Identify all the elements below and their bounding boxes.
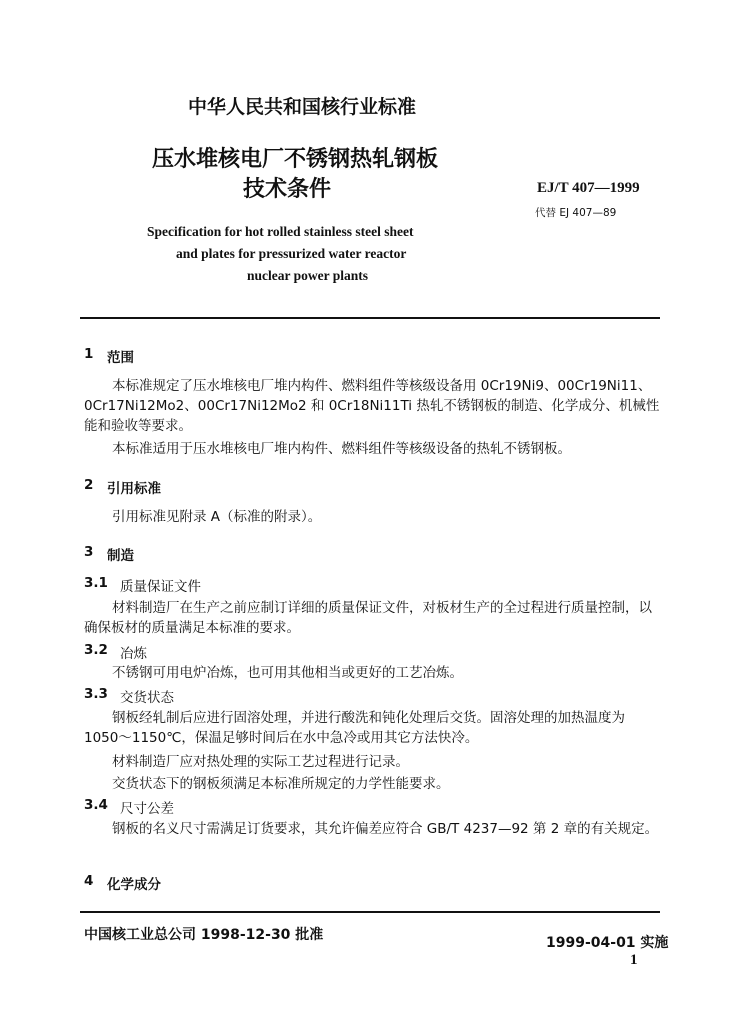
subsection-3-4-number: 3.4 <box>84 797 108 813</box>
subsection-3-4-title: 尺寸公差 <box>120 801 174 817</box>
section-1-number: 1 <box>84 346 94 362</box>
section-1-title: 范围 <box>107 350 134 366</box>
page-number: 1 <box>630 952 638 968</box>
section-2-number: 2 <box>84 477 94 493</box>
subsection-3-1-number: 3.1 <box>84 575 108 591</box>
standard-code: EJ/T 407—1999 <box>537 180 640 196</box>
english-title-line1: Specification for hot rolled stainless steel sheet <box>147 224 414 239</box>
section-1-paragraph-1: 本标准规定了压水堆核电厂堆内构件、燃料组件等核级设备用 0Cr19Ni9、00Cr19Ni11、0Cr17Ni12Mo2、00Cr17Ni12Mo2 和 0Cr18Ni11Ti 热轧不锈钢板的制造、化学成分、机械性能和验收等要求。 <box>84 378 660 434</box>
issuing-standard-heading: 中华人民共和国核行业标准 <box>188 96 417 118</box>
subsection-3-2-title: 冶炼 <box>120 646 147 662</box>
subsection-3-2-paragraph: 不锈钢可用电炉冶炼，也可用其他相当或更好的工艺冶炼。 <box>112 665 463 681</box>
section-3-title: 制造 <box>107 548 134 564</box>
header-divider <box>80 317 660 319</box>
section-4-title: 化学成分 <box>107 877 161 893</box>
implementation-date: 1999-04-01 实施 <box>546 935 669 951</box>
subsection-3-1-paragraph: 材料制造厂在生产之前应制订详细的质量保证文件，对板材生产的全过程进行质量控制，以确保板材的质量满足本标准的要求。 <box>84 600 652 636</box>
section-3-number: 3 <box>84 544 94 560</box>
subsection-3-2-number: 3.2 <box>84 642 108 658</box>
subsection-3-4-paragraph: 钢板的名义尺寸需满足订货要求，其允许偏差应符合 GB/T 4237—92 第 2 章的有关规定。 <box>112 821 659 837</box>
subsection-3-3-paragraph-3: 交货状态下的钢板须满足本标准所规定的力学性能要求。 <box>112 776 450 792</box>
subsection-3-3-paragraph-2: 材料制造厂应对热处理的实际工艺过程进行记录。 <box>112 754 409 770</box>
subsection-3-3-paragraph-1: 钢板经轧制后应进行固溶处理，并进行酸洗和钝化处理后交货。固溶处理的加热温度为 1050～1150℃，保温足够时间后在水中急冷或用其它方法快冷。 <box>84 710 625 746</box>
subsection-3-3-number: 3.3 <box>84 686 108 702</box>
english-title-line3: nuclear power plants <box>247 268 369 283</box>
section-2-title: 引用标准 <box>107 481 161 497</box>
document-title-line2: 技术条件 <box>243 177 332 202</box>
subsection-3-1-title: 质量保证文件 <box>120 579 201 595</box>
document-title-line1: 压水堆核电厂不锈钢热轧钢板 <box>152 147 439 172</box>
section-4-number: 4 <box>84 873 94 889</box>
replaces-standard: 代替 EJ 407—89 <box>535 207 617 219</box>
subsection-3-3-title: 交货状态 <box>120 690 174 706</box>
approval-statement: 中国核工业总公司 1998-12-30 批准 <box>84 927 324 943</box>
section-1-paragraph-2: 本标准适用于压水堆核电厂堆内构件、燃料组件等核级设备的热轧不锈钢板。 <box>112 441 571 457</box>
english-title-line2: and plates for pressurized water reactor <box>176 246 407 261</box>
section-2-paragraph: 引用标准见附录 A（标准的附录）。 <box>112 509 322 525</box>
footer-divider <box>80 911 660 913</box>
